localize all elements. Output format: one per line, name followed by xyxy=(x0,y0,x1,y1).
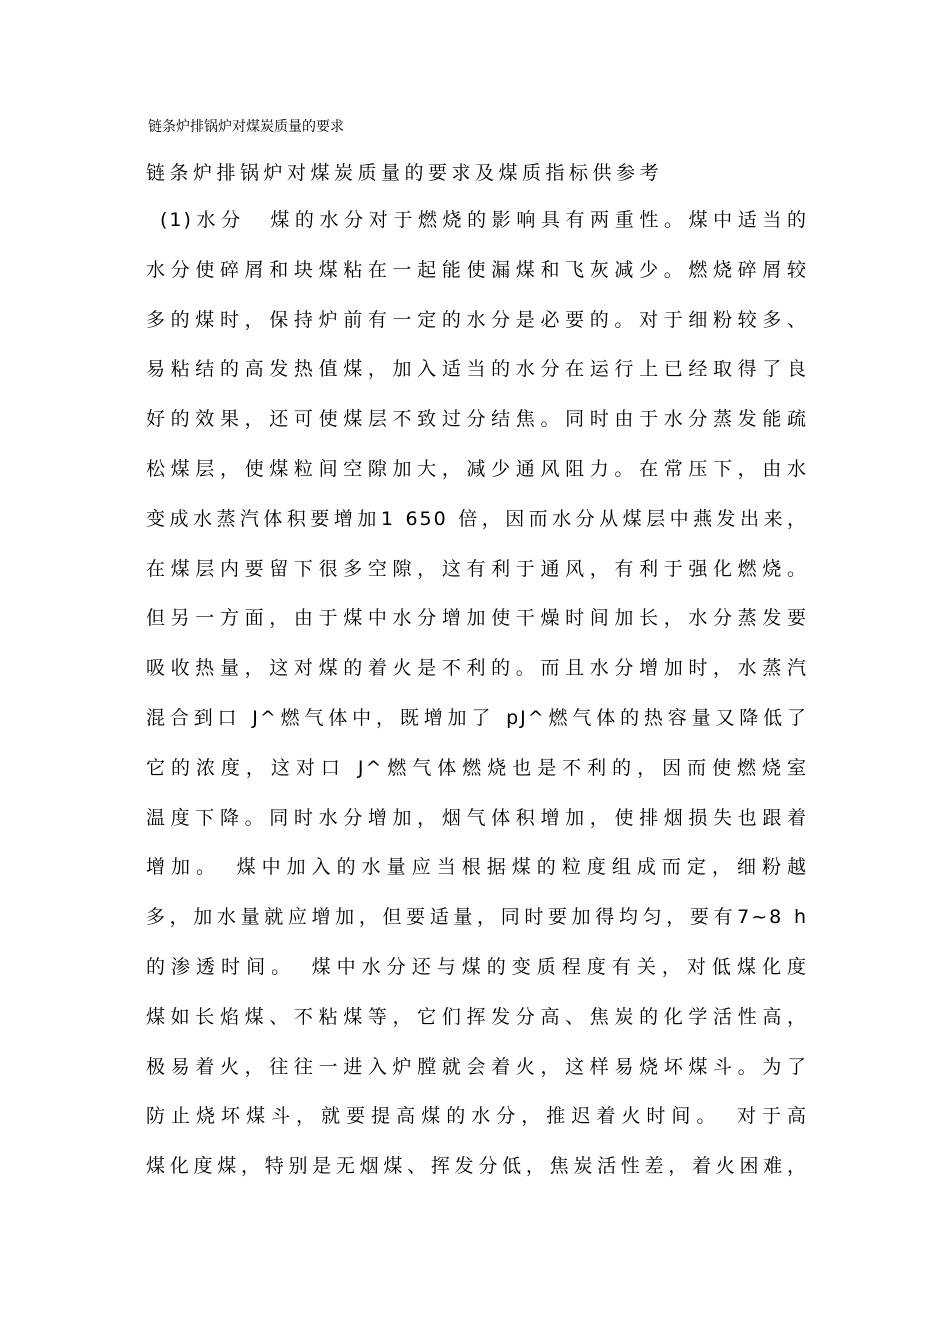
body-line: 极易着火，往往一进入炉膛就会着火，这样易烧坏煤斗。为了 xyxy=(146,1055,808,1078)
body-line: 吸收热量，这对煤的着火是不利的。而且水分增加时，水蒸汽 xyxy=(146,657,808,680)
document-subtitle: 链条炉排锅炉对煤炭质量的要求及煤质指标供参考 xyxy=(146,162,664,184)
document-body xyxy=(146,207,808,1203)
body-line: 易粘结的高发热值煤，加入适当的水分在运行上已经取得了良 xyxy=(146,358,808,381)
body-line: 混合到口 J^燃气体中，既增加了 pJ^燃气体的热容量又降低了 xyxy=(146,706,808,729)
body-line: 煤化度煤，特别是无烟煤、挥发分低，焦炭活性差，着火困难， xyxy=(146,1155,808,1178)
body-line: 煤如长焰煤、不粘煤等，它们挥发分高、焦炭的化学活性高， xyxy=(146,1005,808,1028)
body-line: (1)水分 煤的水分对于燃烧的影响具有两重性。煤中适当的 xyxy=(160,209,808,231)
body-line: 增加。 煤中加入的水量应当根据煤的粒度组成而定，细粉越 xyxy=(146,856,808,879)
body-line: 它的浓度，这对口 J^燃气体燃烧也是不利的，因而使燃烧室 xyxy=(146,756,808,779)
document-title: 链条炉排锅炉对煤炭质量的要求 xyxy=(148,119,344,135)
body-line: 松煤层，使煤粒间空隙加大，减少通风阻力。在常压下，由水 xyxy=(146,457,808,480)
body-line: 多的煤时，保持炉前有一定的水分是必要的。对于细粉较多、 xyxy=(146,308,808,331)
body-line: 水分使碎屑和块煤粘在一起能使漏煤和飞灰减少。燃烧碎屑较 xyxy=(146,258,808,281)
body-line: 的渗透时间。 煤中水分还与煤的变质程度有关，对低煤化度 xyxy=(146,955,808,978)
body-line: 但另一方面，由于煤中水分增加使干燥时间加长，水分蒸发要 xyxy=(146,607,808,630)
body-line: 变成水蒸汽体积要增加1 650 倍，因而水分从煤层中燕发出来， xyxy=(146,507,808,530)
body-line: 温度下降。同时水分增加，烟气体积增加，使排烟损失也跟着 xyxy=(146,806,808,829)
body-line: 好的效果，还可使煤层不致过分结焦。同时由于水分蒸发能疏 xyxy=(146,408,808,431)
body-line: 在煤层内要留下很多空隙，这有利于通风，有利于强化燃烧。 xyxy=(146,557,808,580)
body-line: 多，加水量就应增加，但要适量，同时要加得均匀，要有7~8 h xyxy=(146,906,808,929)
body-line: 防止烧坏煤斗，就要提高煤的水分，推迟着火时间。 对于高 xyxy=(146,1105,808,1128)
